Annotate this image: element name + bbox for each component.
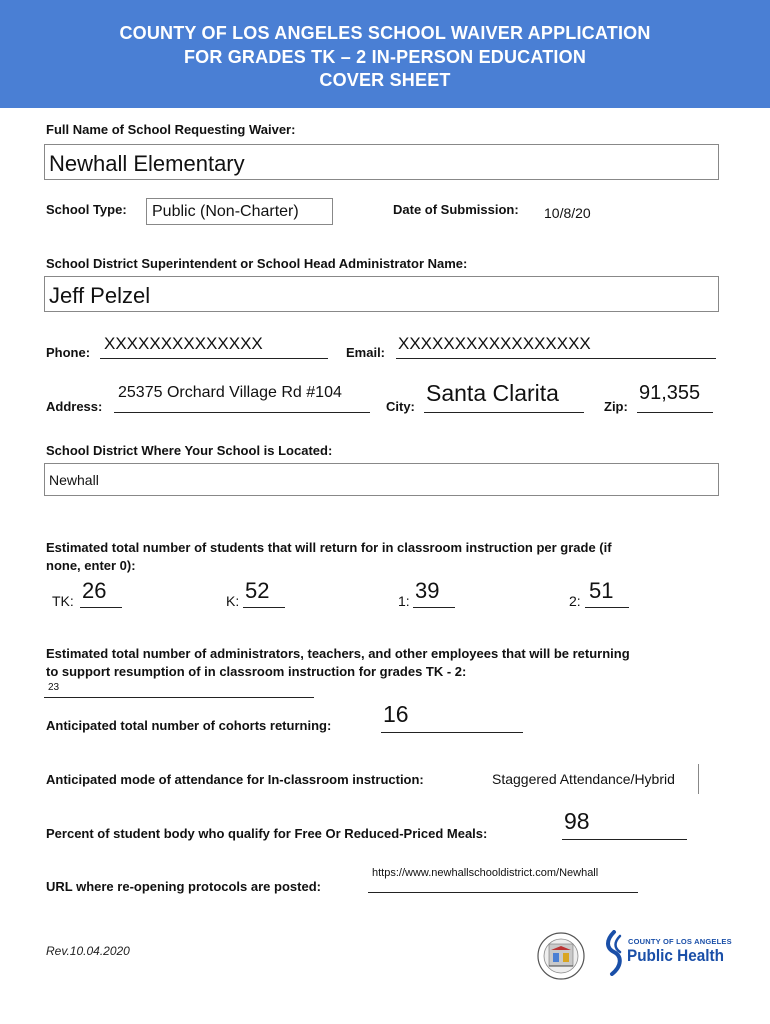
grade-1-label: 1: <box>398 593 410 609</box>
url-label: URL where re-opening protocols are posted: <box>46 879 321 894</box>
superintendent-field[interactable] <box>44 276 719 312</box>
students-label-line-1: Estimated total number of students that will return for in classroom instruction per grade (if <box>46 540 612 555</box>
phone-value: XXXXXXXXXXXXXX <box>104 334 263 353</box>
staff-label-line-2: to support resumption of in classroom instruction for grades TK - 2: <box>46 664 467 679</box>
cohorts-label: Anticipated total number of cohorts returning: <box>46 718 332 733</box>
public-health-text: Public Health <box>627 946 724 965</box>
attendance-mode-value: Staggered Attendance/Hybrid <box>492 771 675 787</box>
zip-field[interactable] <box>637 382 713 413</box>
address-field[interactable] <box>114 384 370 413</box>
staff-field[interactable] <box>44 681 314 698</box>
zip-value: 91,355 <box>639 382 701 404</box>
address-value: 25375 Orchard Village Rd #104 <box>118 384 342 401</box>
title-line-3: COVER SHEET <box>319 70 451 90</box>
public-health-logo-icon <box>600 930 630 976</box>
frpm-label: Percent of student body who qualify for Free Or Reduced-Priced Meals: <box>46 826 488 841</box>
district-label: School District Where Your School is Located: <box>46 443 333 458</box>
submission-date-label: Date of Submission: <box>393 202 519 217</box>
frpm-field[interactable] <box>562 808 687 840</box>
school-name-field[interactable] <box>44 144 719 180</box>
url-value: https://www.newhallschooldistrict.com/Newhall <box>372 867 599 879</box>
k-label: K: <box>226 593 240 609</box>
county-seal-icon <box>537 932 585 980</box>
grade-2-label: 2: <box>569 593 581 609</box>
address-label: Address: <box>46 399 103 414</box>
school-name-value: Newhall Elementary <box>49 151 245 176</box>
school-type-value: Public (Non-Charter) <box>152 203 299 220</box>
title-banner <box>0 0 770 108</box>
public-health-county-text: COUNTY OF LOS ANGELES <box>628 937 732 946</box>
submission-date-value[interactable]: 10/8/20 <box>544 205 591 221</box>
k-value: 52 <box>245 578 270 603</box>
grade-2-field[interactable] <box>585 578 629 608</box>
students-label-line-2: none, enter 0): <box>46 558 136 573</box>
grade-1-value: 39 <box>415 578 440 603</box>
cohorts-field[interactable] <box>381 701 523 733</box>
cohorts-value: 16 <box>383 701 409 727</box>
email-value: XXXXXXXXXXXXXXXXX <box>398 334 591 353</box>
school-type-label: School Type: <box>46 202 127 217</box>
grade-2-value: 51 <box>589 578 614 603</box>
attendance-mode-field[interactable] <box>490 764 699 794</box>
staff-value: 23 <box>48 682 60 693</box>
superintendent-label: School District Superintendent or School Head Administrator Name: <box>46 256 468 271</box>
tk-value: 26 <box>82 578 107 603</box>
url-field[interactable] <box>368 864 638 893</box>
school-name-label: Full Name of School Requesting Waiver: <box>46 122 296 137</box>
phone-field[interactable] <box>100 334 328 359</box>
school-type-field[interactable] <box>146 198 333 225</box>
superintendent-value: Jeff Pelzel <box>49 283 151 308</box>
revision-label: Rev.10.04.2020 <box>46 944 130 958</box>
city-label: City: <box>386 399 415 414</box>
district-value: Newhall <box>49 472 99 488</box>
tk-label: TK: <box>52 593 74 609</box>
title-line-1: COUNTY OF LOS ANGELES SCHOOL WAIVER APPLICATION <box>119 23 651 43</box>
k-field[interactable] <box>243 578 285 608</box>
zip-label: Zip: <box>604 399 628 414</box>
city-value: Santa Clarita <box>426 380 559 406</box>
phone-label: Phone: <box>46 345 91 360</box>
staff-label-line-1: Estimated total number of administrators, teachers, and other employees that will be returning <box>46 646 630 661</box>
email-label: Email: <box>346 345 386 360</box>
tk-field[interactable] <box>80 578 122 608</box>
email-field[interactable] <box>396 334 716 359</box>
title-line-2: FOR GRADES TK – 2 IN-PERSON EDUCATION <box>183 46 587 67</box>
attendance-mode-label: Anticipated mode of attendance for In-classroom instruction: <box>46 772 424 787</box>
city-field[interactable] <box>424 380 584 413</box>
frpm-value: 98 <box>564 808 590 834</box>
district-field[interactable] <box>44 463 719 496</box>
grade-1-field[interactable] <box>413 578 455 608</box>
